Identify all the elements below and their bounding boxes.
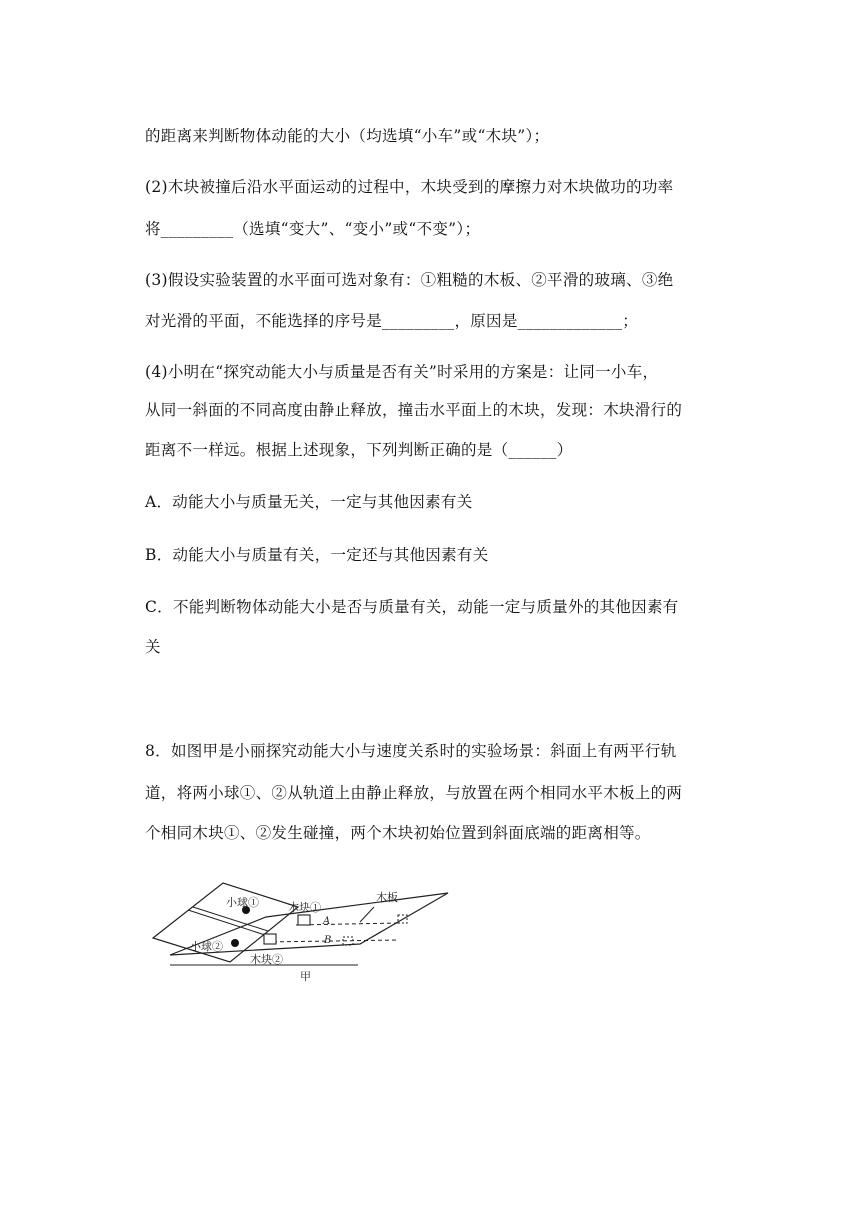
block-2-label: 木块②: [250, 953, 283, 966]
question-text-line: 对光滑的平面，不能选择的序号是_________，原因是_____________；: [145, 312, 639, 330]
question-text-line: 从同一斜面的不同高度由静止释放，撞击水平面上的木块，发现：木块滑行的: [145, 401, 683, 419]
point-b-label: B: [324, 935, 332, 946]
question-text-line: 的距离来判断物体动能的大小（均选填“小车”或“木块”）；: [145, 127, 550, 145]
question-text-line: 距离不一样远。根据上述现象，下列判断正确的是（______）: [145, 441, 573, 459]
board-leader-line: [360, 907, 374, 922]
ball-1-label: 小球①: [226, 896, 259, 909]
board-label: 木板: [376, 891, 398, 904]
block-1: [298, 915, 310, 925]
ball-2: [231, 939, 239, 947]
path-a: [296, 923, 398, 925]
question-8-line: 道，将两小球①、②从轨道上由静止释放，与放置在两个相同水平木板上的两: [145, 784, 683, 802]
question-text-line: (3)假设实验装置的水平面可选对象有：①粗糙的木板、②平滑的玻璃、③绝: [145, 271, 674, 289]
track-divider: [193, 907, 268, 931]
path-b: [266, 940, 398, 942]
block-1-label: 木块①: [288, 901, 321, 914]
block-2: [264, 934, 276, 944]
ball-2-label: 小球②: [190, 940, 223, 953]
figure-caption: 甲: [300, 970, 311, 983]
question-text-line: (2)木块被撞后沿水平面运动的过程中，木块受到的摩擦力对木块做功的功率: [145, 178, 674, 196]
question-8-line: 8．如图甲是小丽探究动能大小与速度关系时的实验场景：斜面上有两平行轨: [145, 742, 677, 760]
point-a-label: A: [323, 916, 331, 927]
option-a: A．动能大小与质量无关，一定与其他因素有关: [145, 493, 473, 511]
question-text-line: (4)小明在“探究动能大小与质量是否有关”时采用的方案是：让同一小车，: [145, 363, 659, 381]
option-c: C．不能判断物体动能大小是否与质量有关，动能一定与质量外的其他因素有: [145, 598, 679, 616]
experiment-diagram: [148, 880, 478, 985]
experiment-figure: [148, 880, 478, 985]
option-c-continuation: 关: [145, 638, 161, 656]
question-text-line: 将_________（选填“变大”、“变小”或“不变”）；: [145, 220, 481, 238]
question-8-line: 个相同木块①、②发生碰撞，两个木块初始位置到斜面底端的距离相等。: [145, 824, 651, 842]
option-b: B．动能大小与质量有关，一定还与其他因素有关: [145, 546, 489, 564]
